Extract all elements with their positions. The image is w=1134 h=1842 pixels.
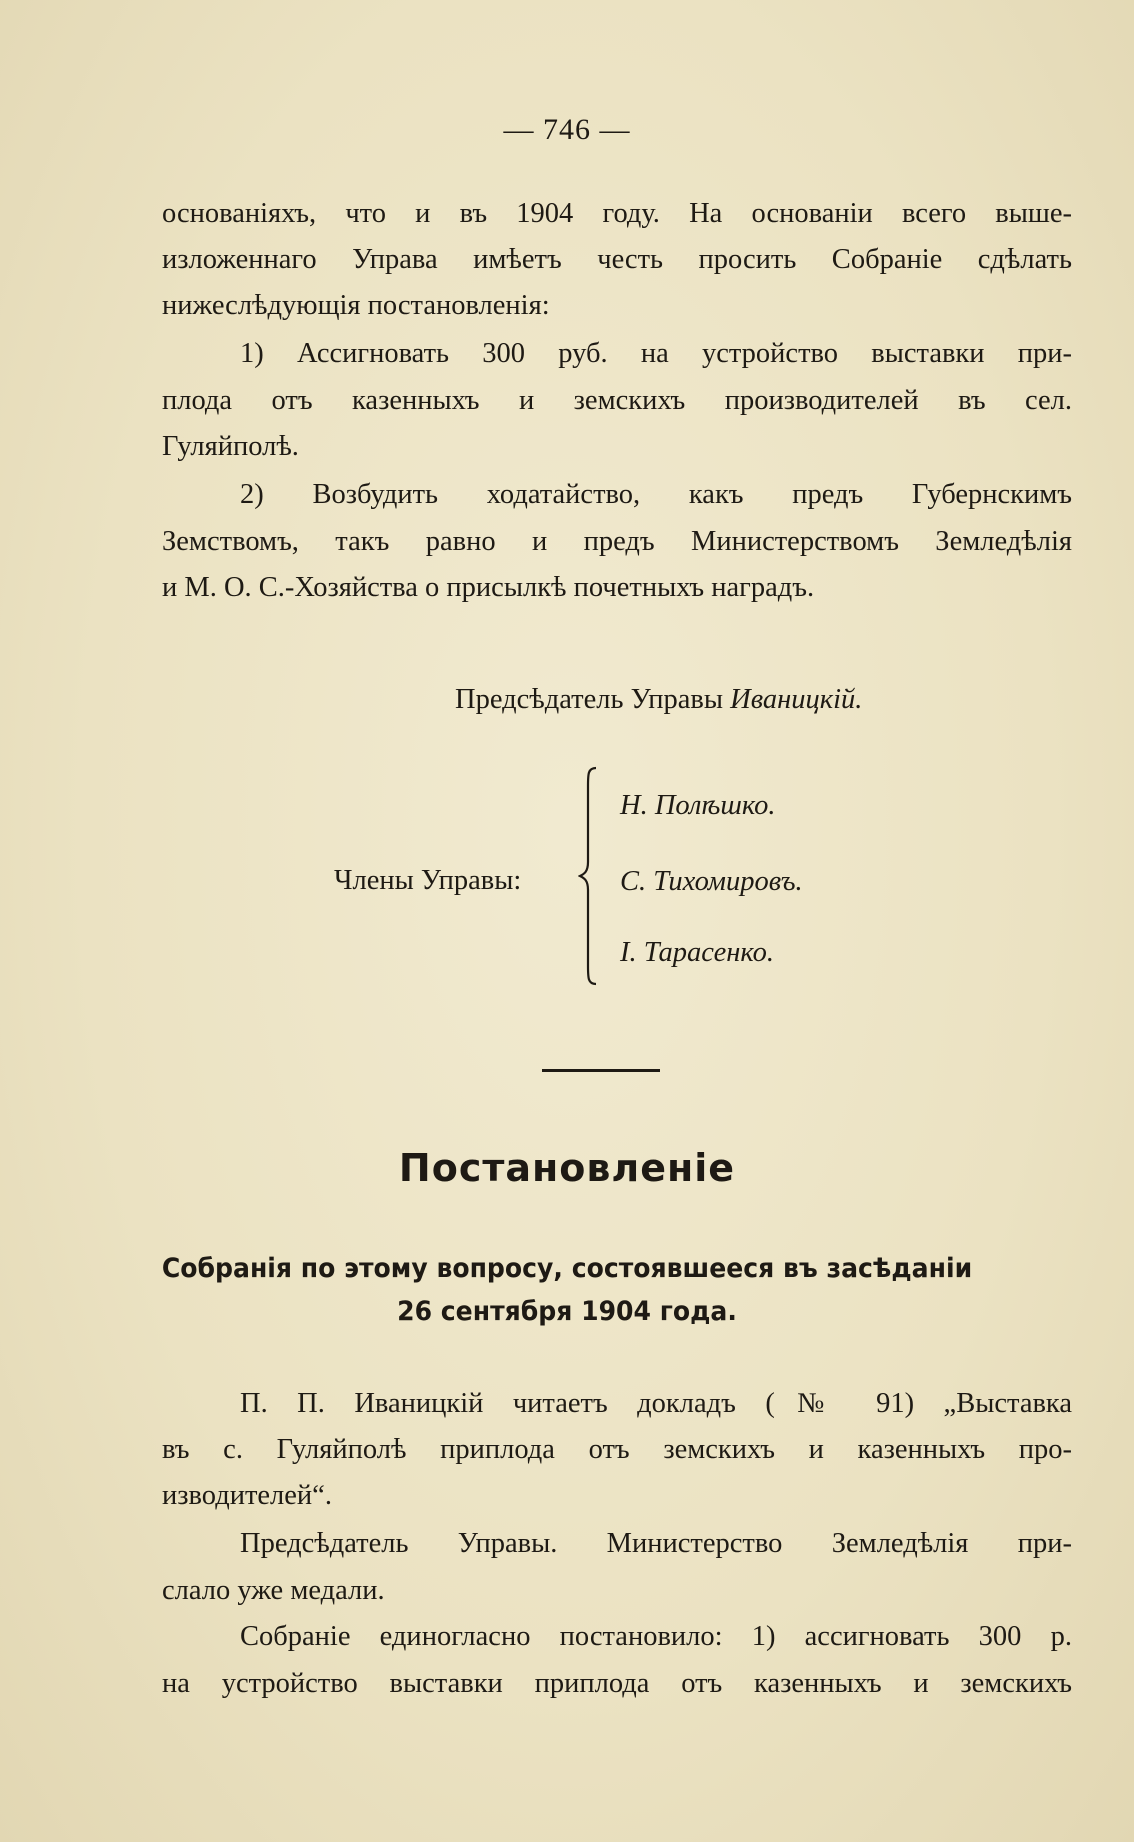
member-name: Н. Полѣшко. — [620, 790, 776, 821]
item-2-line: 2) Возбудить ходатайство, какъ предъ Губернскимъ — [240, 479, 1072, 510]
chairman-label: Предсѣдатель Управы — [455, 684, 724, 715]
chairman-name: Иваницкій. — [730, 684, 863, 715]
item-1-line: Гуляйполѣ. — [162, 431, 299, 462]
body-line: на устройство выставки приплода отъ казенныхъ и земскихъ — [162, 1668, 1072, 1699]
body-line: слало уже медали. — [162, 1575, 385, 1606]
member-name: I. Тарасенко. — [620, 937, 774, 968]
members-label: Члены Управы: — [334, 865, 522, 896]
resolution-subheading-line: 26 сентября 1904 года. — [397, 1296, 737, 1327]
brace-icon — [578, 766, 600, 986]
item-1-line: плода отъ казенныхъ и земскихъ производителей въ сел. — [162, 385, 1072, 416]
page-number: — 746 — — [503, 113, 631, 146]
paragraph-line: изложеннаго Управа имѣетъ честь просить Собраніе сдѣлать — [162, 244, 1072, 275]
chairman-signature — [455, 684, 862, 716]
section-divider — [542, 1069, 660, 1072]
body-line: Предсѣдатель Управы. Министерство Земледѣлія при- — [240, 1528, 1072, 1559]
body-line: Собраніе единогласно постановило: 1) ассигновать 300 р. — [240, 1621, 1072, 1652]
item-2-line: Земствомъ, такъ равно и предъ Министерствомъ Земледѣлія — [162, 526, 1072, 557]
paragraph-line: основаніяхъ, что и въ 1904 году. На основаніи всего выше- — [162, 198, 1072, 229]
item-1-line: 1) Ассигновать 300 руб. на устройство выставки при- — [240, 338, 1072, 369]
resolution-subheading-line: Собранія по этому вопросу, состоявшееся въ засѣданіи — [161, 1253, 973, 1284]
body-line: П. П. Иваницкій читаетъ докладъ (№ 91) „Выставка — [240, 1388, 1072, 1419]
item-2-line: и М. О. С.-Хозяйства о присылкѣ почетныхъ наградъ. — [162, 572, 815, 603]
body-line: въ с. Гуляйполѣ приплода отъ земскихъ и казенныхъ про- — [162, 1434, 1072, 1465]
member-name: С. Тихомировъ. — [620, 866, 803, 897]
resolution-heading: Постановленіе — [398, 1146, 736, 1190]
paragraph-line: нижеслѣдующія постановленія: — [162, 290, 550, 321]
body-line: изводителей“. — [162, 1480, 332, 1511]
